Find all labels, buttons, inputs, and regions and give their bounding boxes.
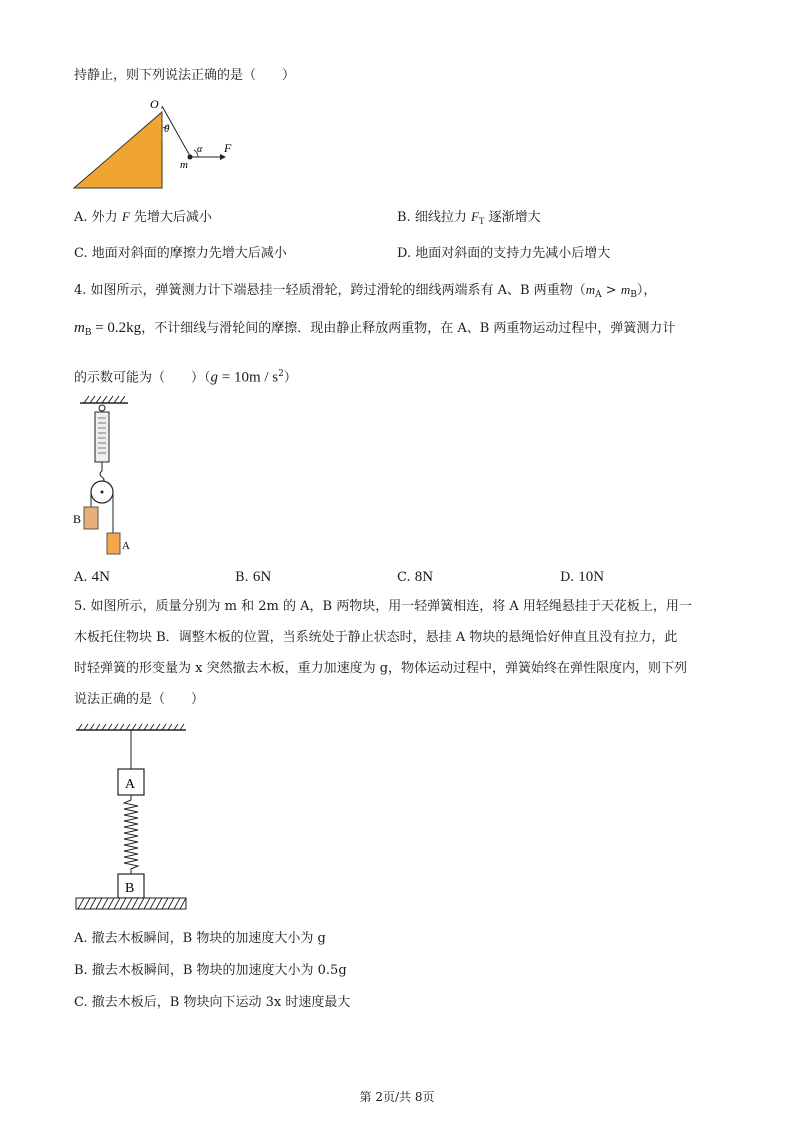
mass-value: = 0.2kg bbox=[91, 320, 142, 336]
q4-option-b[interactable] bbox=[235, 567, 271, 588]
incline-wedge bbox=[74, 112, 162, 188]
q3-option-c[interactable] bbox=[74, 244, 287, 264]
spring bbox=[124, 795, 138, 874]
option-key: A. bbox=[74, 210, 88, 225]
var-m: m bbox=[74, 320, 85, 336]
sub-a: A bbox=[595, 290, 602, 300]
ceiling-hatch bbox=[84, 396, 125, 403]
spring-scale-hook-top bbox=[99, 405, 105, 411]
option-key: C. bbox=[74, 246, 88, 261]
label-alpha: α bbox=[197, 144, 203, 155]
q4-line-2 bbox=[74, 318, 675, 343]
spring-scale-body bbox=[95, 412, 109, 462]
exp-2: 2 bbox=[278, 369, 284, 379]
sub-b: B bbox=[84, 328, 92, 338]
var-m: m bbox=[585, 282, 596, 297]
q5-option-c[interactable] bbox=[74, 993, 350, 1013]
q4-text: 的示数可能为（ ）（ bbox=[74, 370, 211, 386]
q3-stem-tail: 持静止，则下列说法正确的是（ ） bbox=[74, 68, 296, 83]
option-text: 8N bbox=[414, 569, 434, 585]
weight-b bbox=[84, 507, 98, 529]
option-text: 6N bbox=[252, 569, 272, 585]
g-value: = 10m / s bbox=[218, 369, 279, 386]
label-f: F bbox=[224, 141, 232, 155]
label-o: O bbox=[150, 97, 159, 111]
sub-b: B bbox=[630, 290, 637, 300]
option-text: 外力 bbox=[91, 210, 118, 225]
option-text: 4N bbox=[91, 569, 111, 585]
option-text: 撤去木板后，B 物块向下运动 3x 时速度最大 bbox=[91, 995, 351, 1010]
label-m: m bbox=[180, 159, 188, 171]
label-b: B bbox=[125, 881, 135, 896]
option-key: B. bbox=[74, 963, 88, 978]
option-text: 撤去木板瞬间，B 物块的加速度大小为 0.5g bbox=[91, 963, 347, 978]
q5-option-a[interactable] bbox=[74, 929, 326, 949]
var-f: F bbox=[470, 209, 479, 224]
q3-option-b[interactable] bbox=[397, 207, 541, 231]
weight-a bbox=[107, 533, 120, 554]
option-text: 10N bbox=[578, 569, 605, 585]
option-text: 地面对斜面的摩擦力先增大后减小 bbox=[91, 246, 287, 261]
q3-incline-figure bbox=[70, 92, 250, 194]
q5-line-4: 说法正确的是（ ） bbox=[74, 692, 205, 707]
q5-line-2: 木板托住物块 B．调整木板的位置，当系统处于静止状态时，悬挂 A 物块的悬绳恰好伸直且没有拉力，此 bbox=[74, 630, 678, 645]
q4-line-3 bbox=[74, 364, 297, 388]
label-a: A bbox=[122, 540, 130, 552]
label-a: A bbox=[125, 777, 136, 792]
option-key: A. bbox=[74, 570, 88, 585]
option-text: 地面对斜面的支持力先减小后增大 bbox=[415, 246, 611, 261]
var-g: g bbox=[210, 369, 219, 386]
ceiling-hatch bbox=[78, 724, 184, 730]
q4-text: 4. 如图所示，弹簧测力计下端悬挂一轻质滑轮，跨过滑轮的细线两端系有 A、B 两重物（ bbox=[74, 283, 586, 298]
q4-text: ） bbox=[283, 370, 297, 386]
var-f: F bbox=[121, 209, 130, 224]
q5-line-3: 时轻弹簧的形变量为 x 突然撤去木板，重力加速度为 g，物体运动过程中，弹簧始终在弹性限度内，则下列 bbox=[74, 661, 688, 676]
option-text: 撤去木板瞬间，B 物块的加速度大小为 g bbox=[91, 931, 326, 946]
q4-text: ，不计细线与滑轮间的摩擦．现由静止释放两重物，在 A、B 两重物运动过程中，弹簧测力计 bbox=[141, 321, 676, 336]
option-key: C. bbox=[397, 570, 411, 585]
q4-pulley-figure bbox=[70, 393, 140, 561]
option-key: D. bbox=[560, 570, 575, 585]
q4-option-d[interactable] bbox=[560, 567, 604, 588]
label-b: B bbox=[73, 512, 82, 526]
label-theta: θ bbox=[164, 123, 170, 135]
option-text: 细线拉力 bbox=[414, 210, 467, 225]
option-text: 逐渐增大 bbox=[488, 210, 541, 225]
option-key: B. bbox=[235, 570, 249, 585]
var-sub-t: T bbox=[478, 216, 485, 226]
q3-option-a[interactable] bbox=[74, 207, 212, 228]
option-key: A. bbox=[74, 931, 88, 946]
q3-option-d[interactable] bbox=[397, 244, 610, 264]
option-key: D. bbox=[397, 246, 412, 261]
q5-line-1: 5. 如图所示，质量分别为 m 和 2m 的 A，B 两物块，用一轻弹簧相连，将 A 用轻绳悬挂于天花板上，用一 bbox=[74, 599, 692, 614]
option-key: B. bbox=[397, 210, 411, 225]
q4-option-c[interactable] bbox=[397, 567, 433, 588]
q5-spring-figure bbox=[72, 720, 192, 915]
pulley-axle bbox=[101, 491, 104, 494]
var-m: m bbox=[620, 282, 631, 297]
q4-option-a[interactable] bbox=[74, 567, 110, 588]
q4-line-1 bbox=[74, 280, 656, 305]
option-text: 先增大后减小 bbox=[133, 210, 212, 225]
q4-text: ）， bbox=[636, 283, 657, 298]
option-key: C. bbox=[74, 995, 88, 1010]
page-footer: 第 2页/共 8页 bbox=[359, 1090, 435, 1104]
op-gt: > bbox=[601, 283, 621, 298]
q5-option-b[interactable] bbox=[74, 961, 347, 981]
